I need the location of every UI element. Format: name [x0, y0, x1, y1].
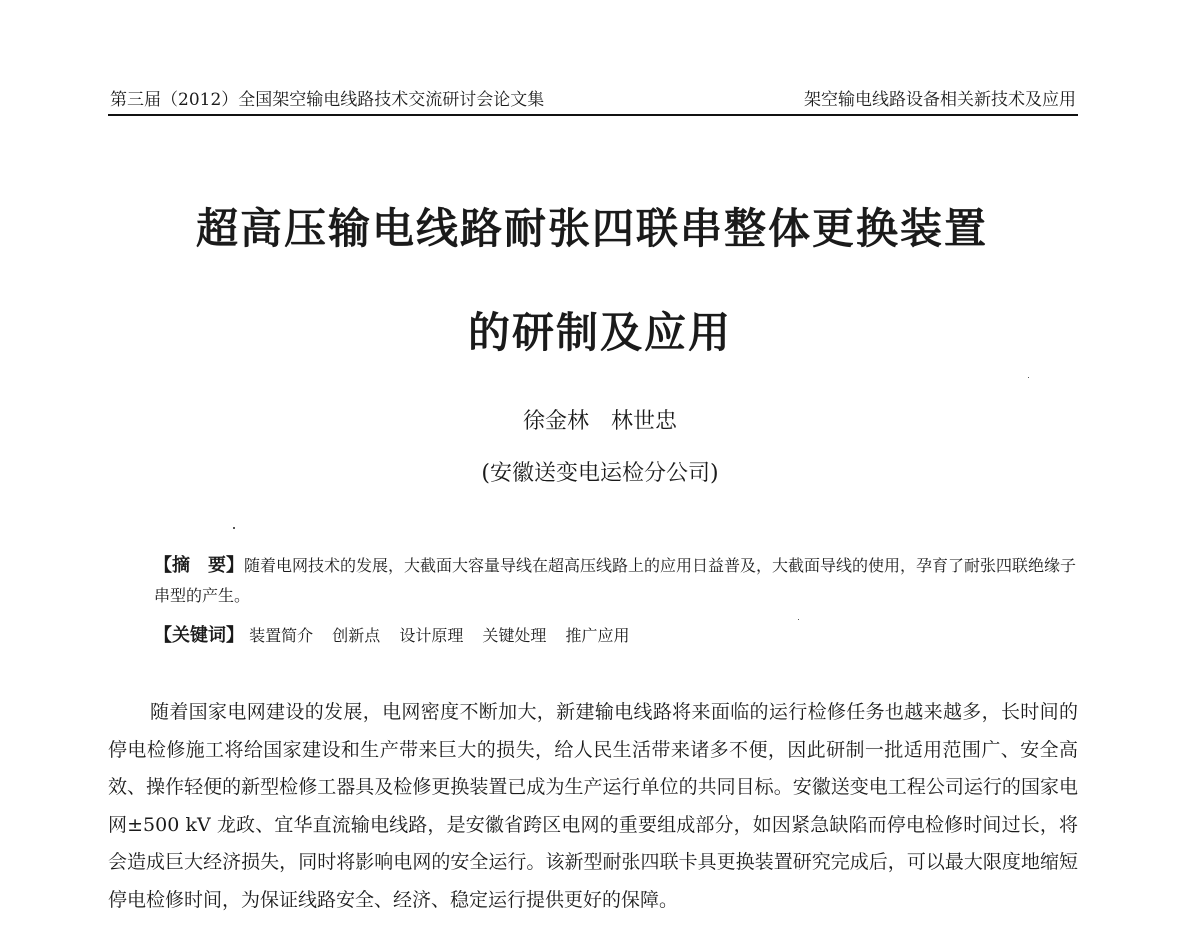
paper-title-line-1: 超高压输电线路耐张四联串整体更换装置	[195, 204, 988, 253]
keywords	[154, 621, 644, 647]
paper-affiliation: (安徽送变电运检分公司)	[481, 461, 719, 486]
abstract-text: 随着电网技术的发展，大截面大容量导线在超高压线路上的应用日益普及，大截面导线的使用，孕育了耐张四联绝缘子串型的产生。	[154, 556, 1077, 605]
scan-speck	[798, 619, 799, 620]
header-section-title: 架空输电线路设备相关新技术及应用	[804, 90, 1076, 110]
running-header	[108, 86, 1078, 116]
keyword-item: 推广应用	[565, 626, 630, 645]
keyword-item: 装置简介	[249, 626, 314, 645]
scan-speck	[233, 527, 235, 529]
keyword-item: 创新点	[332, 626, 381, 645]
paper-title-line-2: 的研制及应用	[467, 308, 732, 357]
abstract-label: 【摘 要】	[154, 555, 244, 576]
scan-speck	[1028, 377, 1029, 378]
paper-authors: 徐金林 林世忠	[522, 409, 677, 434]
header-proceedings-title: 第三届（2012）全国架空输电线路技术交流研讨会论文集	[110, 90, 545, 110]
keywords-label: 【关键词】	[154, 625, 244, 646]
abstract	[108, 551, 1080, 611]
keyword-item: 设计原理	[399, 626, 464, 645]
keyword-item: 关键处理	[482, 626, 547, 645]
body-paragraph: 随着国家电网建设的发展，电网密度不断加大，新建输电线路将来面临的运行检修任务也越来越多，长时间的停电检修施工将给国家建设和生产带来巨大的损失，给人民生活带来诸多不便，因此研制一批适用范围广、安全高效、操作轻便的新型检修工器具及检修更换装置已成为生产运行单位的共同目标。安徽送变电工程公司运行的国家电网±500 kV 龙政、宜华直流输电线路，是安徽省跨区电网的重要组成部分，如因紧急缺陷而停电检修时间过长，将会造成巨大经济损失，同时将影响电网的安全运行。该新型耐张四联卡具更换装置研究完成后，可以最大限度地缩短停电检修时间，为保证线路安全、经济、稳定运行提供更好的保障。	[108, 701, 1078, 911]
